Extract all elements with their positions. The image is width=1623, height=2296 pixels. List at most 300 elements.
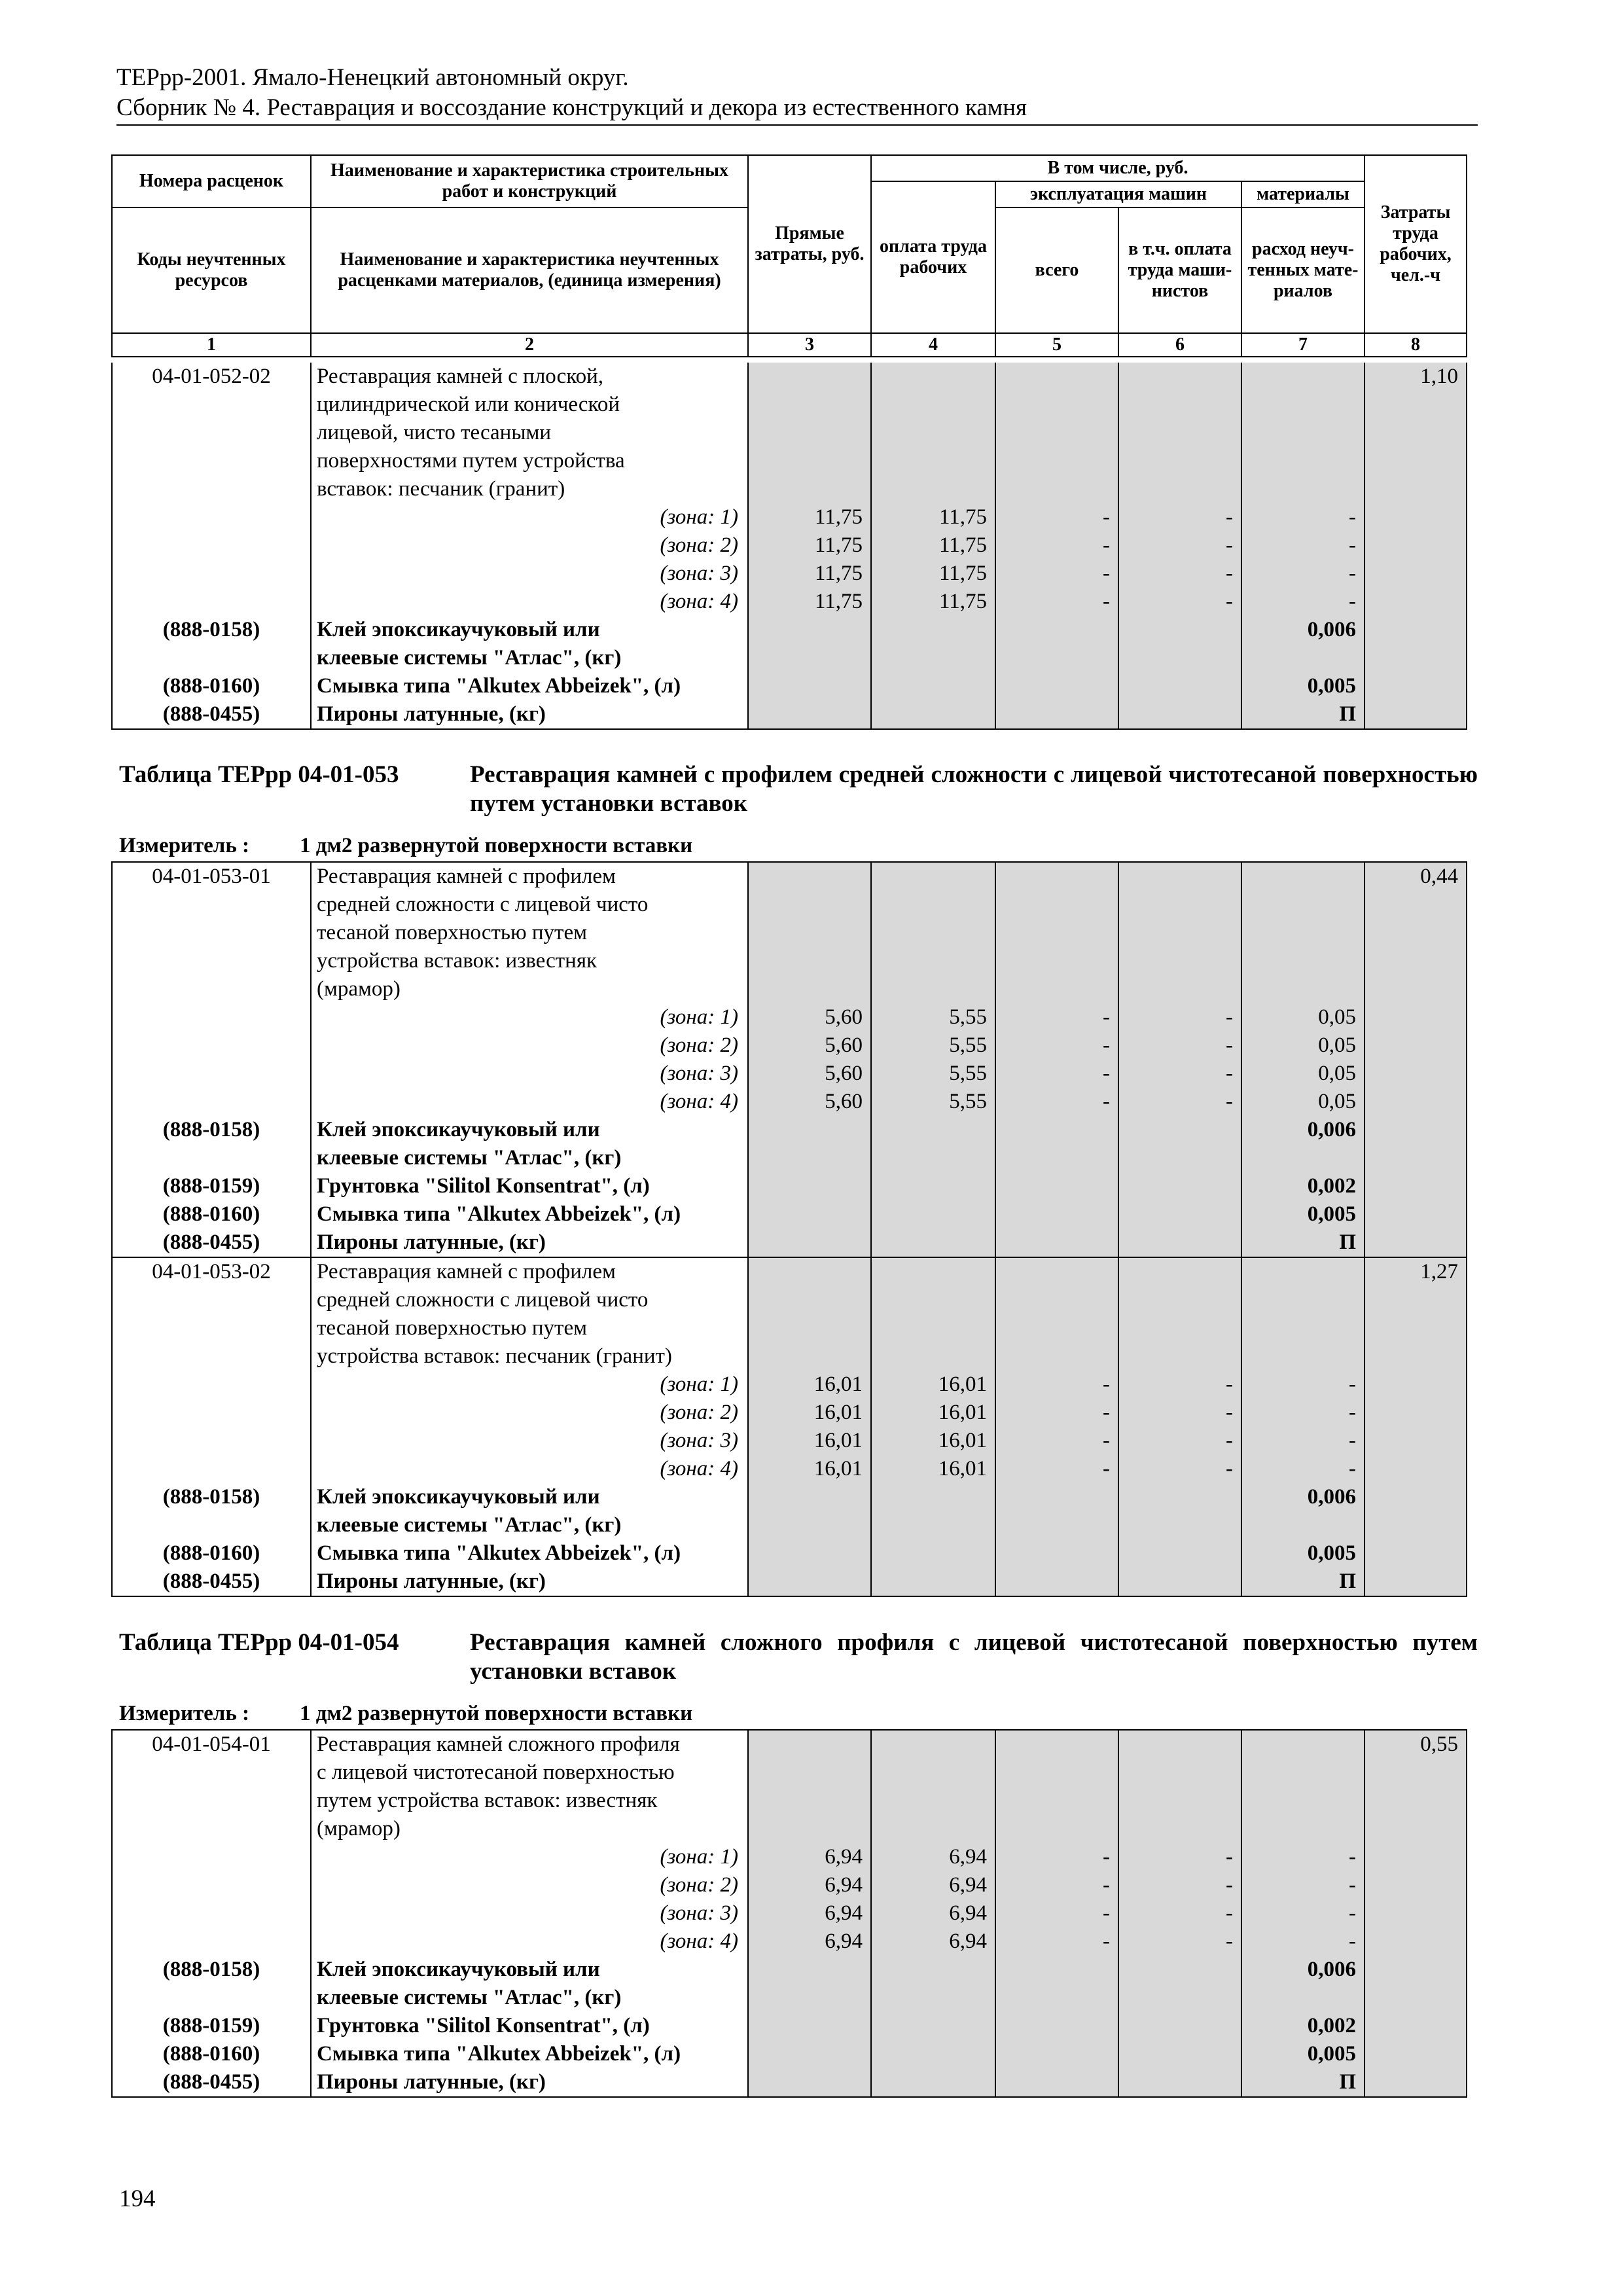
col-name-top: Наименование и характеристика строительных работ и конструкций xyxy=(311,155,748,207)
materials-cost: - xyxy=(1241,1371,1364,1399)
table-053-number: Таблица ТЕРрр 04-01-053 xyxy=(119,761,399,788)
resource-name-line: Пироны латунные, (кг) xyxy=(311,700,748,729)
empty-cell xyxy=(748,1511,871,1539)
empty-cell xyxy=(1118,391,1241,419)
empty-cell xyxy=(995,919,1118,947)
empty-cell xyxy=(995,2012,1118,2040)
rate-code: 04-01-054-01 xyxy=(112,1730,311,1759)
empty-cell xyxy=(1241,391,1364,419)
empty-cell xyxy=(1364,1088,1467,1116)
zone-label: (зона: 3) xyxy=(311,1899,748,1928)
table-row xyxy=(112,1787,1467,1815)
empty-cell xyxy=(748,891,871,919)
empty-cell xyxy=(1364,447,1467,475)
empty-cell xyxy=(1118,1759,1241,1787)
empty-cell xyxy=(748,1257,871,1286)
col-number-3: 3 xyxy=(748,333,871,357)
empty-cell xyxy=(1241,947,1364,975)
table-row xyxy=(112,1342,1467,1371)
empty-cell xyxy=(1118,616,1241,644)
empty-cell xyxy=(1241,1257,1364,1286)
resource-amount: 0,002 xyxy=(1241,1172,1364,1200)
empty-cell xyxy=(1364,1483,1467,1511)
labor-pay: 11,75 xyxy=(871,560,995,588)
empty-cell xyxy=(748,1815,871,1843)
empty-cell xyxy=(1118,475,1241,503)
rate-description-line: Реставрация камней с профилем xyxy=(311,862,748,891)
resource-code: (888-0158) xyxy=(112,616,311,644)
empty-cell xyxy=(871,1342,995,1371)
resource-name-line: Смывка типа "Alkutex Abbeizek", (л) xyxy=(311,672,748,700)
empty-cell xyxy=(1118,1144,1241,1172)
table-row xyxy=(112,1815,1467,1843)
empty-cell xyxy=(748,1483,871,1511)
empty-cell xyxy=(1241,1511,1364,1539)
empty-cell xyxy=(748,419,871,447)
empty-cell xyxy=(1364,1568,1467,1596)
empty-cell xyxy=(871,2068,995,2097)
empty-cell xyxy=(748,1286,871,1314)
empty-cell xyxy=(1364,919,1467,947)
empty-cell xyxy=(995,447,1118,475)
empty-cell xyxy=(1364,1286,1467,1314)
empty-cell xyxy=(1118,644,1241,672)
resource-row xyxy=(112,1229,1467,1257)
resource-row xyxy=(112,1144,1467,1172)
empty-cell xyxy=(995,1815,1118,1843)
measure-value: 1 дм2 развернутой поверхности вставки xyxy=(300,834,693,857)
direct-cost: 11,75 xyxy=(748,503,871,531)
empty-cell xyxy=(995,1286,1118,1314)
empty-cell xyxy=(112,1314,311,1342)
empty-cell xyxy=(995,891,1118,919)
resource-code: (888-0455) xyxy=(112,1229,311,1257)
empty-cell xyxy=(1118,2068,1241,2097)
empty-cell xyxy=(1241,1286,1364,1314)
empty-cell xyxy=(871,862,995,891)
empty-cell xyxy=(1364,1144,1467,1172)
direct-cost: 16,01 xyxy=(748,1371,871,1399)
materials-cost: - xyxy=(1241,1899,1364,1928)
resource-code: (888-0160) xyxy=(112,1200,311,1229)
empty-cell xyxy=(1241,1759,1364,1787)
resource-row xyxy=(112,700,1467,729)
labor-pay: 11,75 xyxy=(871,588,995,616)
table-row xyxy=(112,947,1467,975)
empty-cell xyxy=(995,1144,1118,1172)
empty-cell xyxy=(871,1568,995,1596)
machines-total: - xyxy=(995,1871,1118,1899)
empty-cell xyxy=(1364,1116,1467,1144)
resource-code: (888-0158) xyxy=(112,1116,311,1144)
empty-cell xyxy=(995,1116,1118,1144)
resource-name-line: клеевые системы "Атлас", (кг) xyxy=(311,1511,748,1539)
empty-cell xyxy=(1364,700,1467,729)
empty-cell xyxy=(748,1314,871,1342)
empty-cell xyxy=(1118,1314,1241,1342)
machines-pay: - xyxy=(1118,1399,1241,1427)
empty-cell xyxy=(995,363,1118,391)
rate-description-line: (мрамор) xyxy=(311,975,748,1003)
empty-cell xyxy=(1118,2040,1241,2068)
empty-cell xyxy=(112,560,311,588)
table-row xyxy=(112,475,1467,503)
empty-cell xyxy=(1364,947,1467,975)
resource-row xyxy=(112,1956,1467,1984)
materials-cost: - xyxy=(1241,1843,1364,1871)
resource-amount: 0,006 xyxy=(1241,1956,1364,1984)
empty-cell xyxy=(112,391,311,419)
resource-amount: 0,006 xyxy=(1241,1116,1364,1144)
col-number-1: 1 xyxy=(112,333,311,357)
empty-cell xyxy=(995,975,1118,1003)
rate-description-line: поверхностями путем устройства xyxy=(311,447,748,475)
empty-cell xyxy=(1118,1539,1241,1568)
empty-cell xyxy=(995,1342,1118,1371)
resource-code: (888-0160) xyxy=(112,672,311,700)
empty-cell xyxy=(1364,1759,1467,1787)
rate-description-line: тесаной поверхностью путем xyxy=(311,919,748,947)
empty-cell xyxy=(1364,1871,1467,1899)
machines-total: - xyxy=(995,1427,1118,1455)
empty-cell xyxy=(1241,891,1364,919)
empty-cell xyxy=(1241,1144,1364,1172)
table-row xyxy=(112,975,1467,1003)
rate-table-053 xyxy=(111,861,1467,1597)
empty-cell xyxy=(995,475,1118,503)
empty-cell xyxy=(112,1455,311,1483)
resource-row xyxy=(112,1539,1467,1568)
zone-label: (зона: 1) xyxy=(311,1003,748,1031)
empty-cell xyxy=(871,1314,995,1342)
empty-cell xyxy=(112,1928,311,1956)
empty-cell xyxy=(1118,1956,1241,1984)
empty-cell xyxy=(1118,700,1241,729)
empty-cell xyxy=(1118,891,1241,919)
empty-cell xyxy=(748,475,871,503)
empty-cell xyxy=(871,2040,995,2068)
empty-cell xyxy=(995,700,1118,729)
machines-pay: - xyxy=(1118,531,1241,560)
resource-row xyxy=(112,2012,1467,2040)
empty-cell xyxy=(748,1172,871,1200)
resource-code: (888-0158) xyxy=(112,1956,311,1984)
empty-cell xyxy=(995,616,1118,644)
labor-pay: 16,01 xyxy=(871,1371,995,1399)
empty-cell xyxy=(871,2012,995,2040)
resource-name-line: Смывка типа "Alkutex Abbeizek", (л) xyxy=(311,2040,748,2068)
empty-cell xyxy=(748,1730,871,1759)
machines-pay: - xyxy=(1118,1843,1241,1871)
empty-cell xyxy=(748,862,871,891)
empty-cell xyxy=(112,1843,311,1871)
resource-code: (888-0455) xyxy=(112,1568,311,1596)
empty-cell xyxy=(748,644,871,672)
materials-cost: - xyxy=(1241,588,1364,616)
resource-amount: П xyxy=(1241,1229,1364,1257)
header-line-1: ТЕРрр-2001. Ямало-Ненецкий автономный округ. xyxy=(116,64,629,91)
empty-cell xyxy=(1118,1787,1241,1815)
machines-total: - xyxy=(995,1060,1118,1088)
empty-cell xyxy=(995,391,1118,419)
machines-pay: - xyxy=(1118,588,1241,616)
table-row xyxy=(112,1286,1467,1314)
empty-cell xyxy=(112,644,311,672)
empty-cell xyxy=(871,1984,995,2012)
empty-cell xyxy=(1118,363,1241,391)
zone-row xyxy=(112,588,1467,616)
header-line-2: Сборник № 4. Реставрация и воссоздание конструкций и декора из естественного камня xyxy=(116,94,1027,121)
empty-cell xyxy=(995,947,1118,975)
empty-cell xyxy=(1241,644,1364,672)
materials-cost: - xyxy=(1241,560,1364,588)
empty-cell xyxy=(1364,2012,1467,2040)
empty-cell xyxy=(748,1956,871,1984)
zone-row xyxy=(112,1843,1467,1871)
resource-name-line: Пироны латунные, (кг) xyxy=(311,1568,748,1596)
empty-cell xyxy=(748,1539,871,1568)
resource-amount: 0,005 xyxy=(1241,1200,1364,1229)
zone-row xyxy=(112,1088,1467,1116)
empty-cell xyxy=(995,1314,1118,1342)
empty-cell xyxy=(1364,1984,1467,2012)
zone-row xyxy=(112,1031,1467,1060)
empty-cell xyxy=(112,1399,311,1427)
zone-row xyxy=(112,1060,1467,1088)
empty-cell xyxy=(1364,2068,1467,2097)
labor-cost: 0,44 xyxy=(1364,862,1467,891)
empty-cell xyxy=(995,1787,1118,1815)
empty-cell xyxy=(748,1568,871,1596)
resource-name-line: Смывка типа "Alkutex Abbeizek", (л) xyxy=(311,1200,748,1229)
empty-cell xyxy=(748,1787,871,1815)
col-number-8: 8 xyxy=(1364,333,1467,357)
resource-amount: П xyxy=(1241,2068,1364,2097)
materials-cost: - xyxy=(1241,503,1364,531)
empty-cell xyxy=(1364,531,1467,560)
empty-cell xyxy=(995,1730,1118,1759)
rate-description-line: Реставрация камней с плоской, xyxy=(311,363,748,391)
table-053-caption xyxy=(119,761,1478,818)
empty-cell xyxy=(995,1229,1118,1257)
rate-table-052 xyxy=(111,363,1467,730)
resource-name-line: Клей эпоксикаучуковый или xyxy=(311,1956,748,1984)
empty-cell xyxy=(871,1759,995,1787)
table-row xyxy=(112,391,1467,419)
empty-cell xyxy=(112,1144,311,1172)
machines-pay: - xyxy=(1118,1031,1241,1060)
col-machines: эксплуатация машин xyxy=(995,181,1241,207)
col-codes-top: Номера расценок xyxy=(112,155,311,207)
rate-code: 04-01-053-01 xyxy=(112,862,311,891)
materials-cost: - xyxy=(1241,1427,1364,1455)
empty-cell xyxy=(112,1511,311,1539)
zone-label: (зона: 3) xyxy=(311,1060,748,1088)
resource-row xyxy=(112,644,1467,672)
empty-cell xyxy=(112,975,311,1003)
table-row xyxy=(112,1730,1467,1759)
empty-cell xyxy=(748,447,871,475)
zone-label: (зона: 2) xyxy=(311,1031,748,1060)
empty-cell xyxy=(112,947,311,975)
empty-cell xyxy=(871,1116,995,1144)
labor-pay: 5,55 xyxy=(871,1031,995,1060)
table-row xyxy=(112,1257,1467,1286)
direct-cost: 11,75 xyxy=(748,560,871,588)
empty-cell xyxy=(871,975,995,1003)
resource-amount: 0,005 xyxy=(1241,1539,1364,1568)
empty-cell xyxy=(748,1144,871,1172)
measure-value: 1 дм2 развернутой поверхности вставки xyxy=(300,1702,693,1725)
table-054-caption xyxy=(119,1628,1478,1686)
table-row xyxy=(112,447,1467,475)
empty-cell xyxy=(871,1200,995,1229)
empty-cell xyxy=(1364,1229,1467,1257)
labor-pay: 6,94 xyxy=(871,1871,995,1899)
empty-cell xyxy=(1364,1899,1467,1928)
empty-cell xyxy=(1241,1815,1364,1843)
empty-cell xyxy=(1118,2012,1241,2040)
rate-description-line: тесаной поверхностью путем xyxy=(311,1314,748,1342)
empty-cell xyxy=(1364,1371,1467,1399)
col-machines-pay: в т.ч. оплата труда маши-нистов xyxy=(1118,207,1241,333)
labor-pay: 5,55 xyxy=(871,1088,995,1116)
materials-cost: - xyxy=(1241,1399,1364,1427)
empty-cell xyxy=(871,1483,995,1511)
empty-cell xyxy=(1364,391,1467,419)
measure-label: Измеритель : xyxy=(119,1702,250,1725)
resource-amount: 0,002 xyxy=(1241,2012,1364,2040)
labor-pay: 11,75 xyxy=(871,503,995,531)
table-054-measure xyxy=(119,1700,692,1727)
empty-cell xyxy=(112,1342,311,1371)
empty-cell xyxy=(995,1956,1118,1984)
direct-cost: 11,75 xyxy=(748,531,871,560)
rate-description-line: цилиндрической или конической xyxy=(311,391,748,419)
empty-cell xyxy=(1364,1455,1467,1483)
resource-row xyxy=(112,1984,1467,2012)
empty-cell xyxy=(748,975,871,1003)
empty-cell xyxy=(1241,447,1364,475)
empty-cell xyxy=(1241,363,1364,391)
resource-name-line: Пироны латунные, (кг) xyxy=(311,2068,748,2097)
empty-cell xyxy=(1364,1031,1467,1060)
empty-cell xyxy=(1241,975,1364,1003)
empty-cell xyxy=(1364,616,1467,644)
zone-row xyxy=(112,1371,1467,1399)
direct-cost: 11,75 xyxy=(748,588,871,616)
empty-cell xyxy=(1118,1116,1241,1144)
zone-row xyxy=(112,503,1467,531)
resource-name-line: клеевые системы "Атлас", (кг) xyxy=(311,644,748,672)
resource-row xyxy=(112,672,1467,700)
table-054-number: Таблица ТЕРрр 04-01-054 xyxy=(119,1629,399,1656)
empty-cell xyxy=(1118,1342,1241,1371)
empty-cell xyxy=(1118,447,1241,475)
machines-total: - xyxy=(995,1843,1118,1871)
empty-cell xyxy=(1364,1060,1467,1088)
rate-description-line: (мрамор) xyxy=(311,1815,748,1843)
empty-cell xyxy=(112,531,311,560)
resource-row xyxy=(112,1511,1467,1539)
empty-cell xyxy=(1241,1984,1364,2012)
empty-cell xyxy=(995,1539,1118,1568)
labor-pay: 5,55 xyxy=(871,1060,995,1088)
machines-total: - xyxy=(995,531,1118,560)
empty-cell xyxy=(995,862,1118,891)
col-number-4: 4 xyxy=(871,333,995,357)
zone-label: (зона: 3) xyxy=(311,560,748,588)
materials-cost: 0,05 xyxy=(1241,1003,1364,1031)
machines-pay: - xyxy=(1118,503,1241,531)
col-direct: Прямые затраты, руб. xyxy=(748,155,871,333)
machines-total: - xyxy=(995,1031,1118,1060)
empty-cell xyxy=(1118,1229,1241,1257)
empty-cell xyxy=(748,700,871,729)
rate-description-line: Реставрация камней сложного профиля xyxy=(311,1730,748,1759)
empty-cell xyxy=(112,1787,311,1815)
empty-cell xyxy=(1118,419,1241,447)
zone-label: (зона: 4) xyxy=(311,1455,748,1483)
direct-cost: 6,94 xyxy=(748,1928,871,1956)
empty-cell xyxy=(1118,1568,1241,1596)
empty-cell xyxy=(112,1060,311,1088)
empty-cell xyxy=(1364,1928,1467,1956)
empty-cell xyxy=(871,475,995,503)
empty-cell xyxy=(112,891,311,919)
empty-cell xyxy=(995,1483,1118,1511)
empty-cell xyxy=(1364,419,1467,447)
empty-cell xyxy=(748,1200,871,1229)
machines-total: - xyxy=(995,1928,1118,1956)
resource-code: (888-0158) xyxy=(112,1483,311,1511)
empty-cell xyxy=(871,363,995,391)
machines-total: - xyxy=(995,1371,1118,1399)
zone-label: (зона: 2) xyxy=(311,531,748,560)
table-row xyxy=(112,1314,1467,1342)
empty-cell xyxy=(1364,503,1467,531)
empty-cell xyxy=(112,475,311,503)
empty-cell xyxy=(1364,1200,1467,1229)
table-053-measure xyxy=(119,833,692,859)
empty-cell xyxy=(112,503,311,531)
empty-cell xyxy=(112,1088,311,1116)
empty-cell xyxy=(871,1730,995,1759)
materials-cost: - xyxy=(1241,1455,1364,1483)
empty-cell xyxy=(112,1427,311,1455)
machines-total: - xyxy=(995,1399,1118,1427)
col-number-5: 5 xyxy=(995,333,1118,357)
table-row xyxy=(112,1759,1467,1787)
zone-label: (зона: 4) xyxy=(311,588,748,616)
empty-cell xyxy=(112,1759,311,1787)
labor-pay: 16,01 xyxy=(871,1399,995,1427)
empty-cell xyxy=(1118,1984,1241,2012)
direct-cost: 6,94 xyxy=(748,1843,871,1871)
col-number-2: 2 xyxy=(311,333,748,357)
empty-cell xyxy=(748,1984,871,2012)
empty-cell xyxy=(1118,919,1241,947)
empty-cell xyxy=(1364,1787,1467,1815)
empty-cell xyxy=(1364,1956,1467,1984)
empty-cell xyxy=(871,1787,995,1815)
empty-cell xyxy=(1364,1399,1467,1427)
machines-pay: - xyxy=(1118,1060,1241,1088)
rate-description-line: с лицевой чистотесаной поверхностью xyxy=(311,1759,748,1787)
empty-cell xyxy=(748,919,871,947)
empty-cell xyxy=(1118,1511,1241,1539)
col-materials: материалы xyxy=(1241,181,1364,207)
